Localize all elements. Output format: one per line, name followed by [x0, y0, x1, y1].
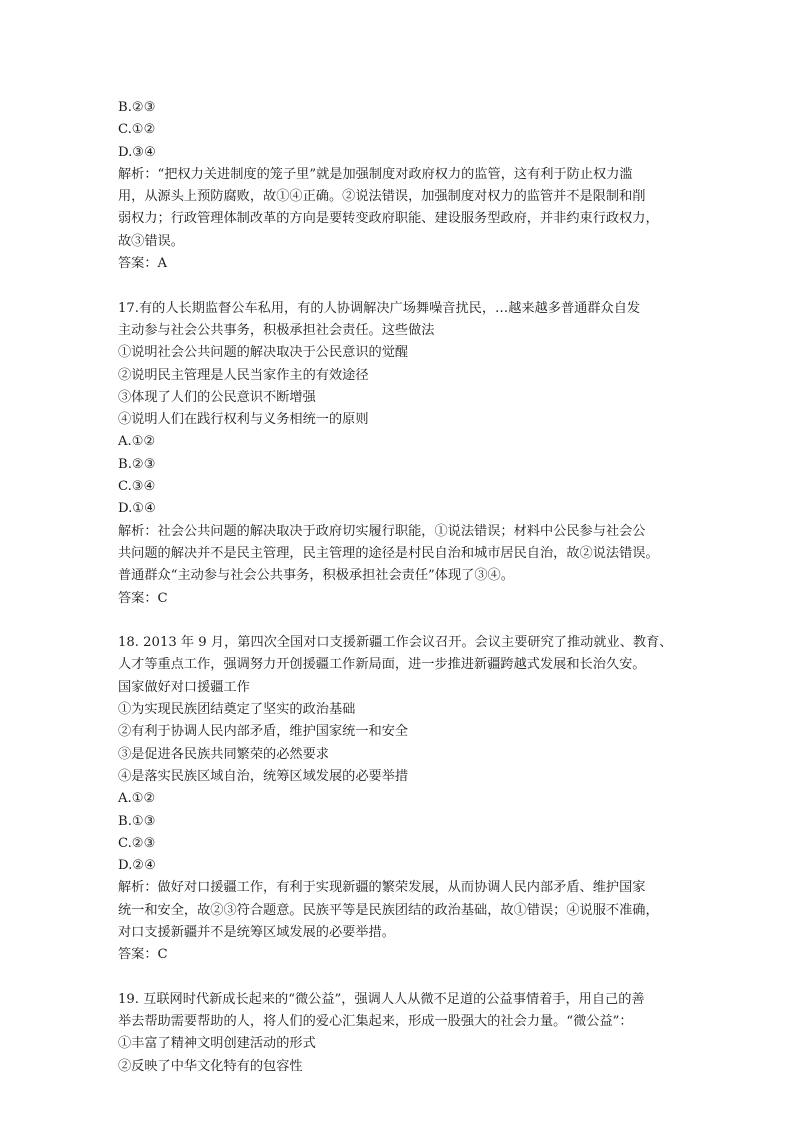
question-stem: 17.有的人长期监督公车私用，有的人协调解决广场舞噪音扰民，…越来越多普通群众自发 [118, 300, 641, 316]
option-c: C.③④ [118, 479, 156, 495]
question-19 [118, 989, 678, 1078]
option-a: A.①② [118, 791, 156, 807]
analysis-line: 弱权力；行政管理体制改革的方向是要转变政府职能、建设服务型政府，并非约束行政权力， [118, 211, 659, 227]
question-stem: 19. 互联网时代新成长起来的“微公益”，强调人人从微不足道的公益事情着手，用自己的善 [118, 991, 645, 1007]
question-17 [118, 298, 678, 610]
statement-4: ④说明人们在践行权利与义务相统一的原则 [118, 412, 369, 428]
question-18 [118, 632, 678, 966]
statement-3: ③体现了人们的公民意识不断增强 [118, 389, 316, 405]
analysis-line: 对口支援新疆并不是统筹区域发展的必要举措。 [118, 924, 395, 940]
statement-2: ②有利于协调人民内部矛盾，维护国家统一和安全 [118, 724, 409, 740]
question-stem: 人才等重点工作，强调努力开创援疆工作新局面，进一步推进新疆跨越式发展和长治久安。 [118, 657, 646, 673]
option-d: D.②④ [118, 858, 156, 874]
question-stem: 主动参与社会公共事务，积极承担社会责任。这些做法 [118, 322, 435, 338]
spacer [118, 610, 678, 632]
statement-2: ②反映了中华文化特有的包容性 [118, 1058, 303, 1074]
option-c: C.①② [118, 122, 156, 138]
statement-4: ④是落实民族区域自治，统筹区域发展的必要举措 [118, 768, 409, 784]
answer: 答案：C [118, 947, 168, 963]
analysis-line: 故③错误。 [118, 233, 184, 249]
option-b: B.②③ [118, 100, 156, 115]
question-stem: 举去帮助需要帮助的人，将人们的爱心汇集起来，形成一股强大的社会力量。“微公益”： [118, 1014, 633, 1030]
statement-1: ①丰富了精神文明创建活动的形式 [118, 1036, 316, 1052]
option-d: D.③④ [118, 144, 156, 160]
option-b: B.①③ [118, 813, 156, 829]
analysis-line: 用，从源头上预防腐败，故①④正确。②说法错误，加强制度对权力的监管并不是限制和削 [118, 189, 646, 205]
analysis-line: 普通群众“主动参与社会公共事务，积极承担社会责任”体现了③④。 [118, 568, 514, 584]
statement-2: ②说明民主管理是人民当家作主的有效途径 [118, 367, 369, 383]
spacer [118, 275, 678, 297]
document-page [118, 97, 678, 1078]
option-c: C.②③ [118, 835, 156, 851]
analysis-line: 共问题的解决并不是民主管理，民主管理的途径是村民自治和城市居民自治，故②说法错误。 [118, 545, 659, 561]
analysis-line: 统一和安全，故②③符合题意。民族平等是民族团结的政治基础，故①错误；④说服不准确， [118, 902, 659, 918]
analysis-line: 解析：社会公共问题的解决取决于政府切实履行职能，①说法错误；材料中公民参与社会公 [118, 523, 646, 539]
analysis-line: 解析：做好对口援疆工作，有利于实现新疆的繁荣发展，从而协调人民内部矛盾、维护国家 [118, 880, 646, 896]
statement-1: ①为实现民族团结奠定了坚实的政治基础 [118, 702, 356, 718]
answer: 答案：A [118, 256, 168, 272]
option-a: A.①② [118, 434, 156, 450]
question-stem: 18. 2013 年 9 月，第四次全国对口支援新疆工作会议召开。会议主要研究了推动就业、教育、 [118, 635, 673, 651]
analysis-line: 解析：“把权力关进制度的笼子里”就是加强制度对政府权力的监管，这有利于防止权力滥 [118, 166, 633, 182]
statement-1: ①说明社会公共问题的解决取决于公民意识的觉醒 [118, 345, 409, 361]
statement-3: ③是促进各民族共同繁荣的必然要求 [118, 746, 329, 762]
option-d: D.①④ [118, 501, 156, 517]
spacer [118, 967, 678, 989]
answer: 答案：C [118, 590, 168, 606]
question-16 [118, 97, 678, 275]
option-b: B.②③ [118, 456, 156, 472]
question-stem: 国家做好对口援疆工作 [118, 679, 250, 695]
